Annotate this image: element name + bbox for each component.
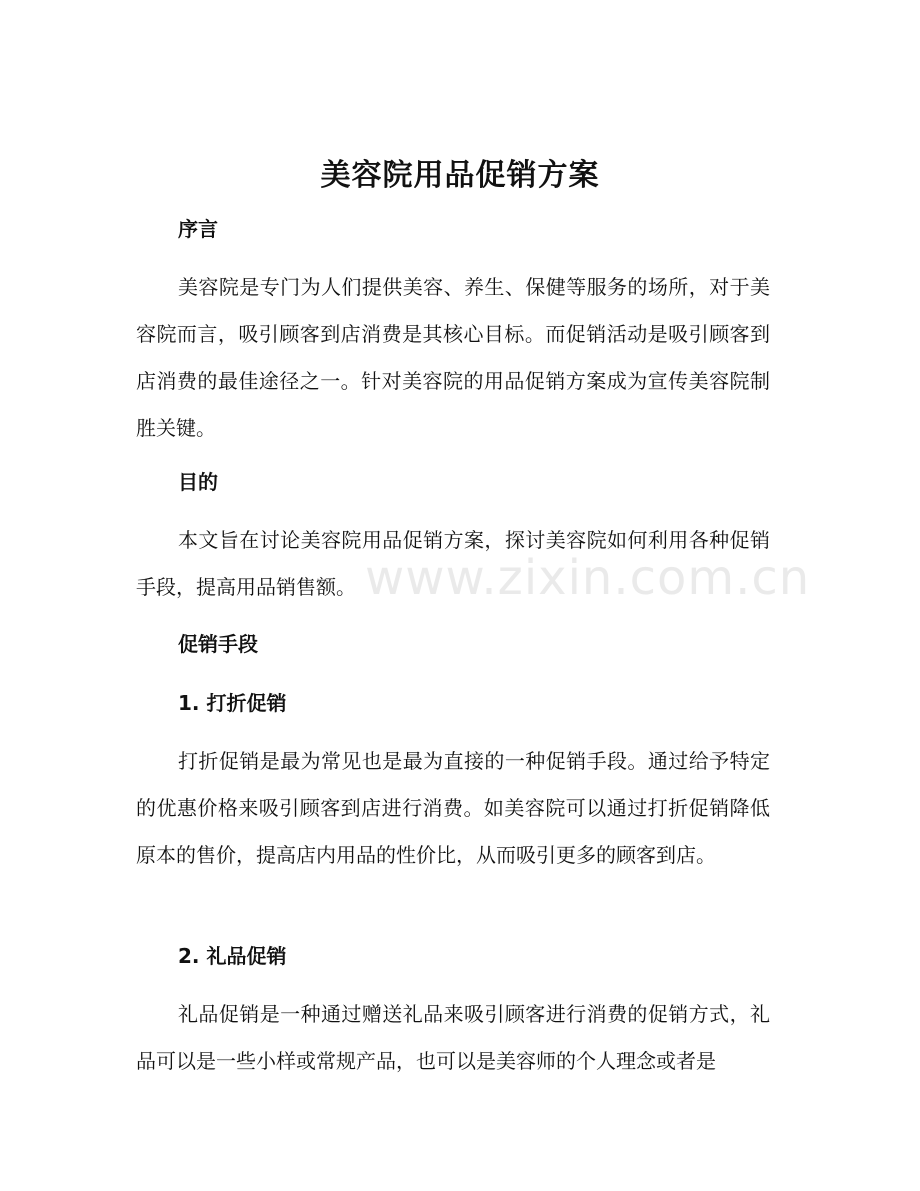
section-heading-discount: 1. 打折促销 [178,691,287,715]
section-paragraph-discount: 打折促销是最为常见也是最为直接的一种促销手段。通过给予特定的优惠价格来吸引顾客到店进行消费。如美容院可以通过打折促销降低原本的售价，提高店内用品的性价比，从而吸引更多的顾客到店。 [136,749,770,867]
watermark: www.zixin.com.cn [365,550,811,606]
section-paragraph-gift: 礼品促销是一种通过赠送礼品来吸引顾客进行消费的促销方式，礼品可以是一些小样或常规产品，也可以是美容师的个人理念或者是 [136,1002,770,1073]
section-heading-purpose: 目的 [178,470,218,494]
section-heading-preface: 序言 [178,217,218,241]
section-paragraph-preface: 美容院是专门为人们提供美容、养生、保健等服务的场所，对于美容院而言，吸引顾客到店消费是其核心目标。而促销活动是吸引顾客到店消费的最佳途径之一。针对美容院的用品促销方案成为宣传美容院制胜关键。 [136,275,770,440]
section-paragraph-purpose: 本文旨在讨论美容院用品促销方案，探讨美容院如何利用各种促销手段，提高用品销售额。 [136,528,770,599]
section-heading-promotion-methods: 促销手段 [178,632,258,656]
document-title: 美容院用品促销方案 [320,158,600,193]
section-heading-gift: 2. 礼品促销 [178,944,287,968]
